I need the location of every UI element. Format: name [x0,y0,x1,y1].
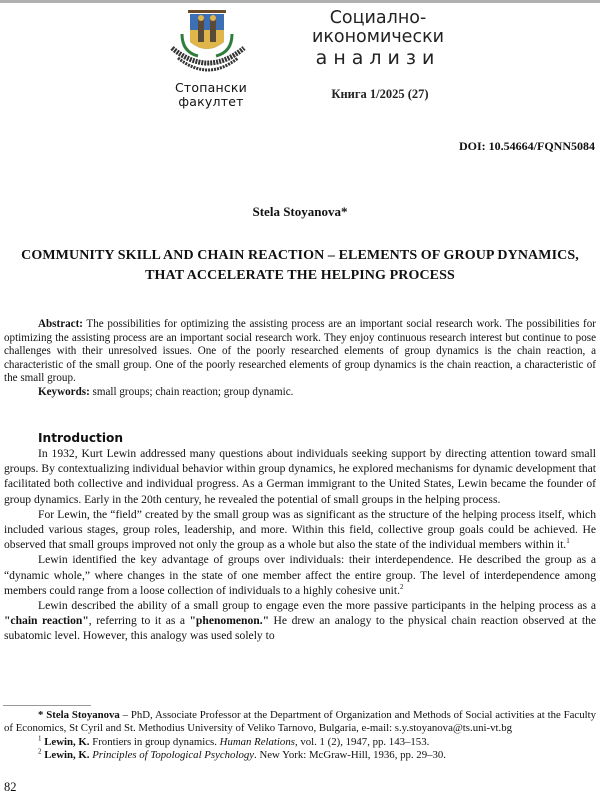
author-name: Stela Stoyanova* [252,204,348,219]
paragraph-4-text-c: He drew an analogy to the physical chain reaction observed at the subatomic level. However, this analogy was used solely to [4,614,597,643]
term-phenomenon: "phenomenon." [189,614,270,628]
author-footnote [4,709,596,736]
footnote-2-title: Principles of Topological Psychology [89,748,255,761]
doi: DOI: 10.54664/FQNN5084 [459,139,595,153]
author-footnote-name: * Stela Stoyanova [38,709,120,721]
keywords [4,386,596,400]
journal-title [303,9,453,69]
footnote-ref-1[interactable]: 1 [566,537,570,546]
footnote-2-rest: . New York: McGraw-Hill, 1936, pp. 29–30. [254,748,446,761]
abstract-text: The possibilities for optimizing the assisting process are an important social research work. The possibilities for optimizing the assisting process are an important social research work. They enjoy continuous research interest but continue to pose challenges with their unresolved issues. One of the poorly researched elements of group dynamics is the chain reaction, a characteristic of the small group. One of the poorly researched elements of group dynamics is the chain reaction, a characteristic of the small group. [4,318,596,384]
footnote-1-text: Frontiers in group dynamics. [89,735,220,748]
footnote-1-rest: , vol. 1 (2), 1947, pp. 143–153. [294,735,430,748]
paragraph-4-text-a: Lewin described the ability of a small group to engage even the more passive participants in the helping process as a [38,599,596,613]
journal-title-line-3: анализи [315,47,441,69]
keywords-label: Keywords: [38,385,90,398]
page-number: 82 [4,780,17,794]
footnote-2 [4,749,596,762]
faculty-line-1: Стопански [174,80,247,95]
paragraph-1: In 1932, Kurt Lewin addressed many questions about individuals seeking support by directing attention toward small groups. By contextualizing individual behavior within group dynamics, he explored mechanisms for dynamic development that facilitated both collective and individual progress. As a German immigrant to the United States, Lewin became the founder of group dynamics. Early in the 20th century, he revealed the potential of small groups in the helping process. [4,447,596,506]
paper-title: COMMUNITY SKILL AND CHAIN REACTION – ELEMENTS OF GROUP DYNAMICS, THAT ACCELERATE THE HELPING PROCESS [21,248,579,283]
masthead [0,3,600,113]
author-footnote-text: – PhD, Associate Professor at the Department of Organization and Methods of Social activities at the Faculty of Economics, St Cyril and St. Methodius University of Veliko Tarnovo, Bulgaria, e-mail: s.y.stoyanova@ts.uni-vt.bg [4,709,596,735]
paragraph-3-text: Lewin identified the key advantage of groups over individuals: their interdependence. He described the group as a “dynamic whole,” where changes in the state of one member affect the entire group. The level of interdependence among members could range from a loose collection of individuals to a highly cohesive unit. [4,553,596,597]
issue-number: Книга 1/2025 (27) [331,87,429,101]
keywords-text: small groups; chain reaction; group dynamic. [89,385,294,398]
footnote-1-author: Lewin, K. [44,735,90,748]
footnote-divider [3,705,91,706]
section-heading: Introduction [38,431,124,445]
body-section [4,431,596,644]
paragraph-2-text: For Lewin, the “field” created by the small group was as significant as the structure of the helping process itself, which included various stages, group roles, leadership, and more. Within this field, collective group goals could be achieved. He observed that small groups improved not only the group as a whole but also the state of the individual members within it. [4,507,596,552]
footnotes [4,709,596,762]
faculty-name [168,81,254,109]
footnote-1-journal: Human Relations [219,735,295,748]
paragraph-2 [4,507,596,553]
paragraph-4 [4,598,596,644]
university-crest-logo [168,8,248,78]
footnote-1 [4,736,596,749]
abstract-label: Abstract: [38,318,83,330]
term-chain-reaction: "chain reaction" [4,614,89,628]
paragraph-3 [4,552,596,598]
journal-title-line-2: икономически [311,27,445,47]
abstract-section [4,318,596,399]
faculty-line-2: факултет [178,94,244,109]
footnote-2-number: 2 [38,747,42,756]
abstract [4,318,596,386]
footnote-ref-2[interactable]: 2 [400,582,404,591]
paragraph-4-text-b: , referring to it as a [88,614,190,628]
footnote-2-author: Lewin, K. [44,748,90,761]
footnote-1-number: 1 [38,734,42,742]
journal-title-line-1: Социално- [329,8,427,28]
